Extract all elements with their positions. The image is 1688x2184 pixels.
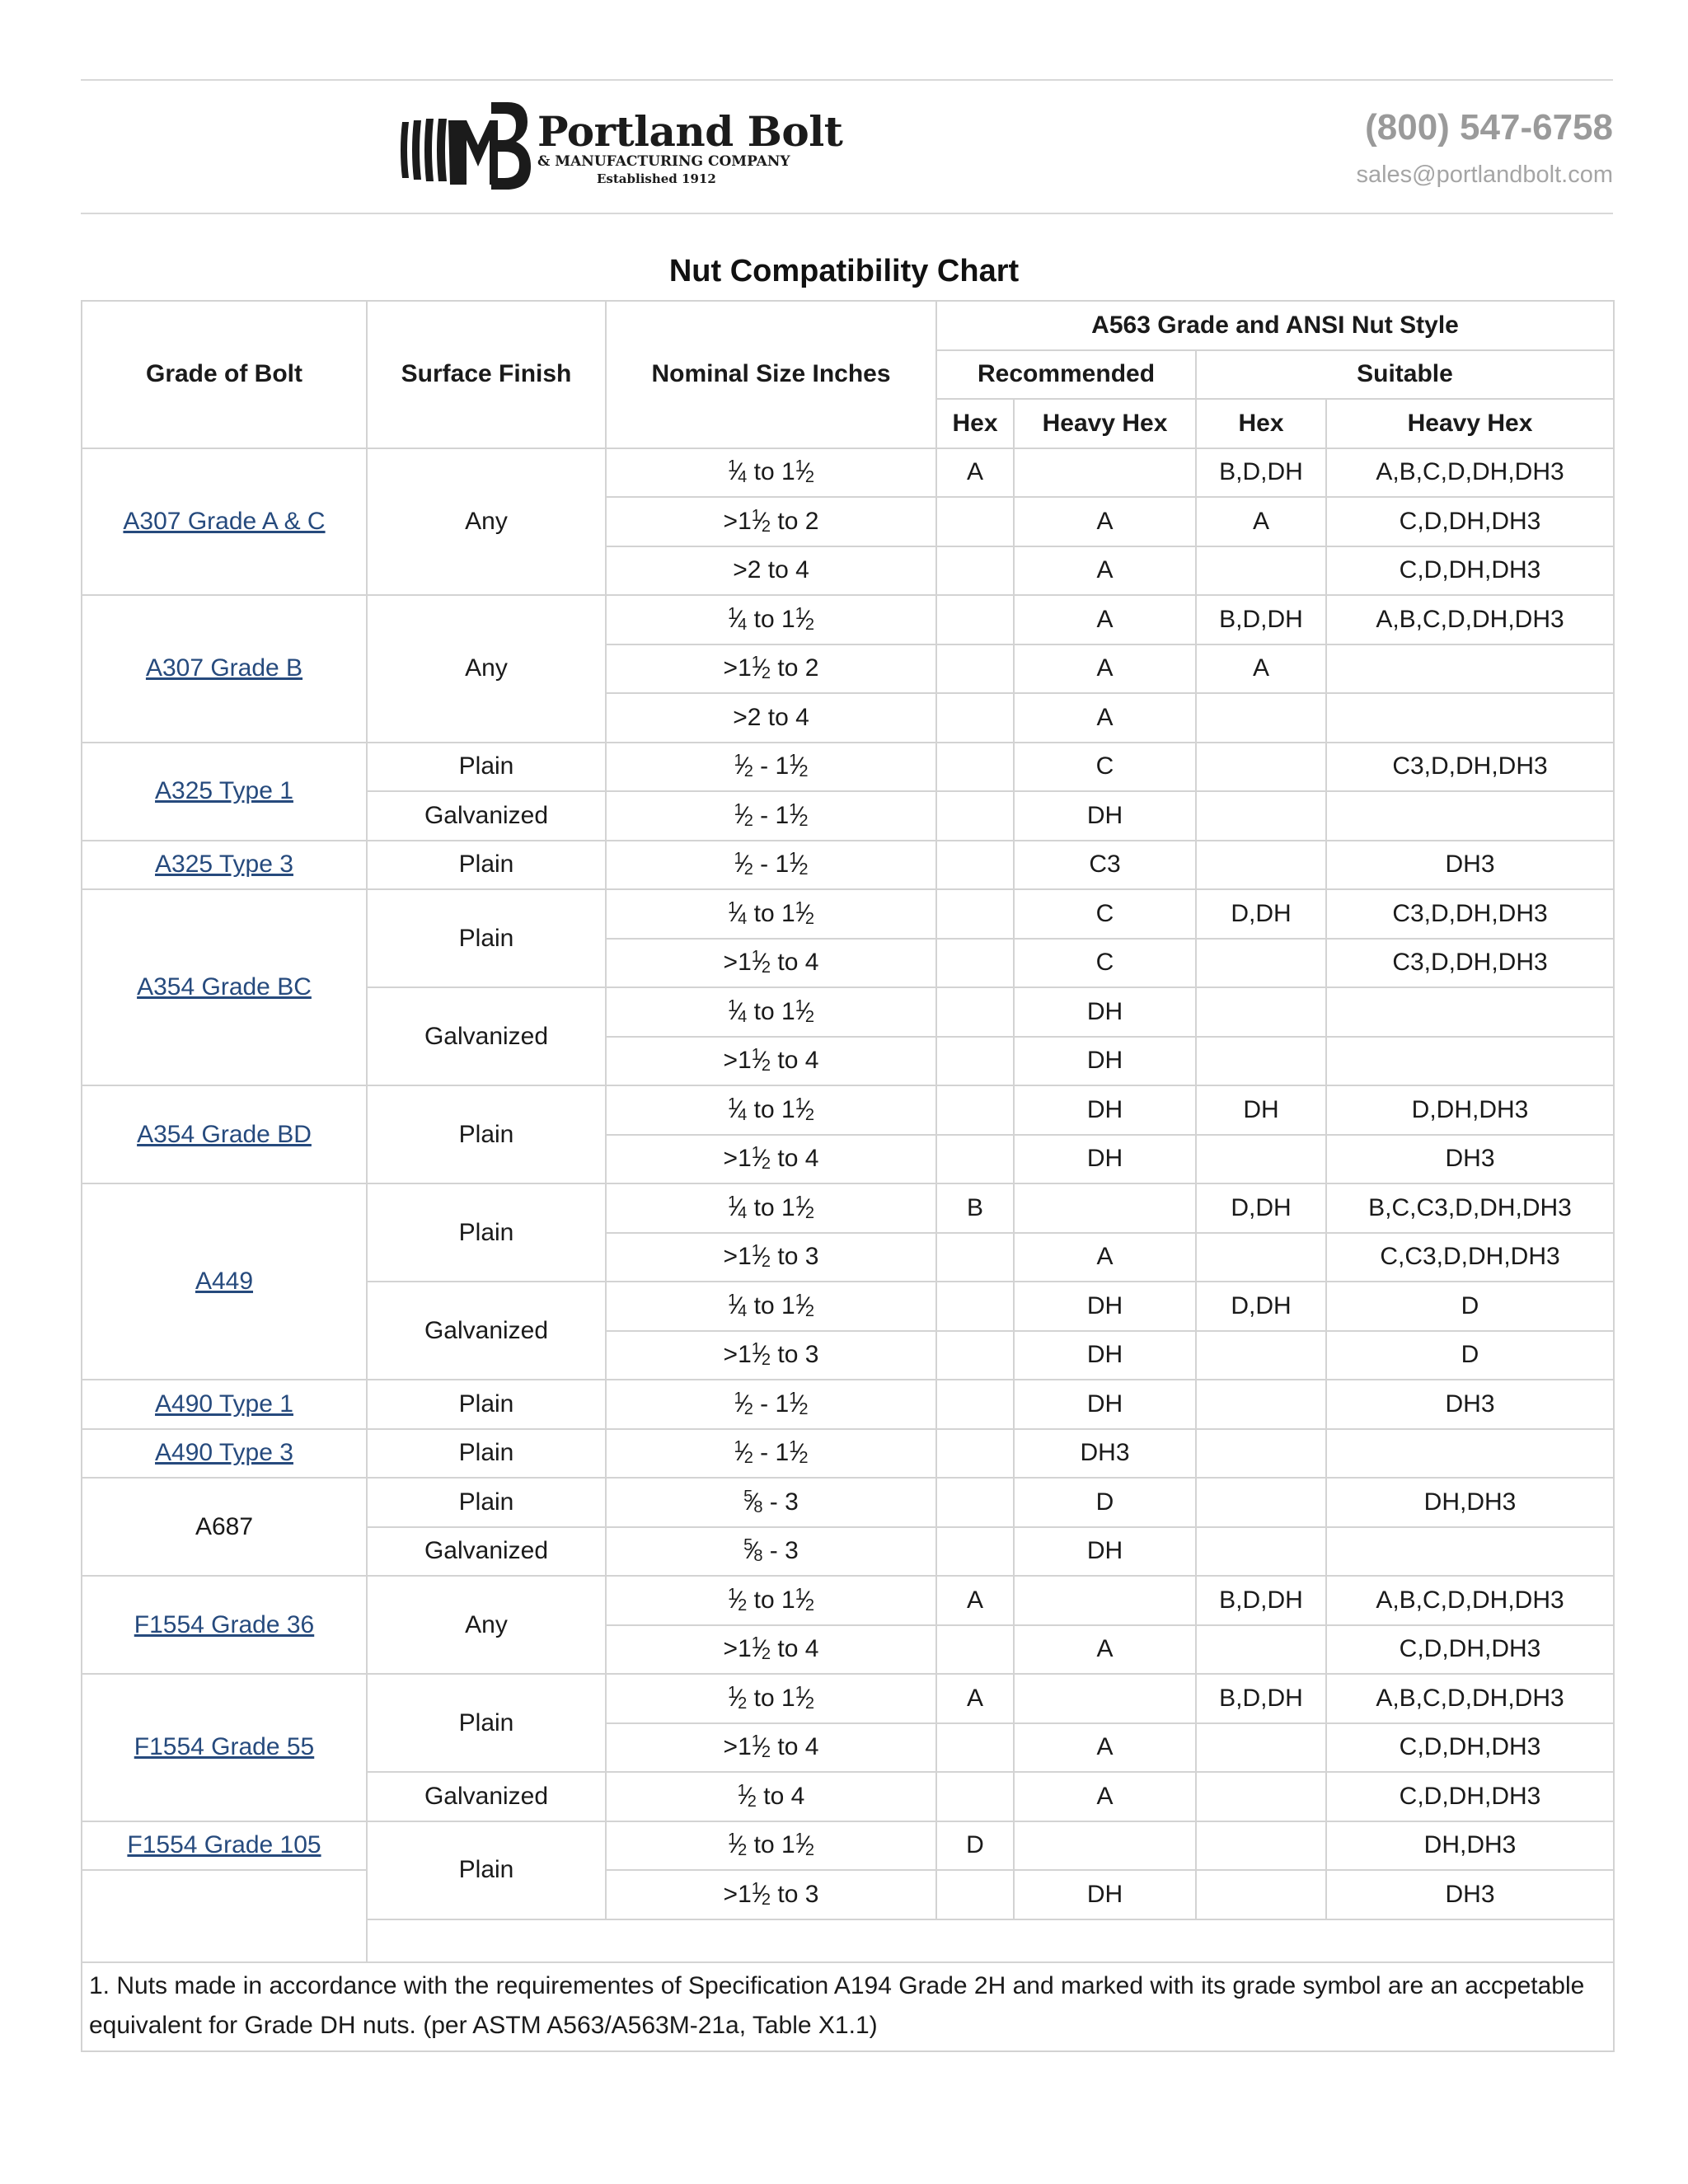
suitable-heavy-hex-cell [1326, 1429, 1614, 1479]
nominal-size-cell: $^1$⁄2 - $1^1⁄2$ [606, 743, 936, 792]
table-row [82, 1085, 1614, 1135]
surface-finish-cell: Galvanized [367, 791, 606, 841]
fraction-glyph: $^1$⁄2 [795, 1683, 814, 1713]
recommended-hex-cell [936, 1527, 1014, 1577]
recommended-heavy-hex-cell: A [1014, 595, 1196, 644]
recommended-hex-cell [936, 1037, 1014, 1086]
fraction-glyph: $^5$⁄8 [743, 1487, 763, 1516]
recommended-hex-cell: B [936, 1183, 1014, 1233]
recommended-heavy-hex-cell: A [1014, 1233, 1196, 1282]
suitable-hex-cell [1196, 987, 1326, 1037]
surface-finish-cell: Any [367, 448, 606, 596]
header-surface-finish: Surface Finish [367, 301, 606, 448]
suitable-heavy-hex-cell: DH3 [1326, 1870, 1614, 1919]
surface-finish-cell: Any [367, 1576, 606, 1674]
suitable-hex-cell [1196, 693, 1326, 743]
fraction-glyph: $^1$⁄2 [751, 948, 771, 977]
nominal-size-cell: $^1$⁄2 - $1^1⁄2$ [606, 841, 936, 890]
suitable-heavy-hex-cell: C,D,DH,DH3 [1326, 546, 1614, 596]
nominal-size-cell: $^1$⁄4 to $1^1⁄2$ [606, 448, 936, 498]
suitable-heavy-hex-cell: C3,D,DH,DH3 [1326, 939, 1614, 988]
recommended-heavy-hex-cell [1014, 1674, 1196, 1723]
nominal-size-cell: $^1$⁄4 to $1^1⁄2$ [606, 889, 936, 939]
recommended-heavy-hex-cell: DH [1014, 1870, 1196, 1919]
bolt-grade-cell[interactable]: A354 Grade BC [82, 889, 367, 1085]
surface-finish-cell: Plain [367, 889, 606, 987]
suitable-heavy-hex-cell: A,B,C,D,DH,DH3 [1326, 448, 1614, 498]
table-row [82, 841, 1614, 890]
fraction-glyph: $^1$⁄2 [751, 1340, 771, 1370]
recommended-heavy-hex-cell: A [1014, 497, 1196, 546]
nominal-size-cell: $^1$⁄4 to $1^1⁄2$ [606, 987, 936, 1037]
table-row [82, 1674, 1614, 1723]
nominal-size-cell: $^1$⁄2 - $1^1⁄2$ [606, 791, 936, 841]
bolt-grade-cell[interactable]: A307 Grade B [82, 595, 367, 743]
nominal-size-cell: $>1^1⁄2$ to 3 [606, 1870, 936, 1919]
fraction-glyph: $^1$⁄2 [795, 996, 814, 1026]
table-row [82, 595, 1614, 644]
surface-finish-cell: Galvanized [367, 1772, 606, 1821]
surface-finish-cell: Plain [367, 1085, 606, 1183]
surface-finish-cell: Any [367, 595, 606, 743]
suitable-hex-cell [1196, 939, 1326, 988]
recommended-heavy-hex-cell: A [1014, 1625, 1196, 1675]
suitable-heavy-hex-cell: DH3 [1326, 1380, 1614, 1429]
logo-established: Established 1912 [597, 171, 716, 186]
suitable-heavy-hex-cell: DH3 [1326, 841, 1614, 890]
recommended-hex-cell [936, 1233, 1014, 1282]
suitable-hex-cell [1196, 1037, 1326, 1086]
phone-number[interactable]: (800) 547-6758 [1365, 107, 1613, 148]
recommended-hex-cell [936, 987, 1014, 1037]
suitable-hex-cell: B,D,DH [1196, 1674, 1326, 1723]
bolt-grade-cell[interactable]: A325 Type 3 [82, 841, 367, 890]
fraction-glyph: $^1$⁄2 [728, 1830, 748, 1860]
bolt-grade-cell[interactable]: F1554 Grade 36 [82, 1576, 367, 1674]
recommended-heavy-hex-cell: DH [1014, 1037, 1196, 1086]
recommended-hex-cell [936, 693, 1014, 743]
recommended-heavy-hex-cell [1014, 1576, 1196, 1625]
suitable-heavy-hex-cell [1326, 1527, 1614, 1577]
fraction-glyph: $^1$⁄2 [795, 1291, 814, 1320]
header-recommended-hex: Hex [936, 399, 1014, 448]
suitable-heavy-hex-cell [1326, 693, 1614, 743]
surface-finish-cell: Galvanized [367, 1527, 606, 1577]
surface-finish-cell: Plain [367, 743, 606, 792]
suitable-hex-cell [1196, 1625, 1326, 1675]
recommended-heavy-hex-cell [1014, 1821, 1196, 1871]
fraction-glyph: $^1$⁄2 [751, 1879, 771, 1909]
suitable-heavy-hex-cell [1326, 987, 1614, 1037]
suitable-hex-cell [1196, 1478, 1326, 1527]
recommended-heavy-hex-cell [1014, 448, 1196, 498]
suitable-heavy-hex-cell: C,D,DH,DH3 [1326, 497, 1614, 546]
fraction-glyph: $^1$⁄2 [734, 1438, 753, 1468]
recommended-hex-cell [936, 1478, 1014, 1527]
fraction-glyph: $^1$⁄4 [728, 604, 748, 634]
header-grade-of-bolt: Grade of Bolt [82, 301, 367, 448]
recommended-hex-cell [936, 497, 1014, 546]
recommended-heavy-hex-cell: C [1014, 889, 1196, 939]
table-row [82, 1429, 1614, 1479]
fraction-glyph: $^1$⁄4 [728, 1094, 748, 1124]
suitable-hex-cell [1196, 1527, 1326, 1577]
suitable-heavy-hex-cell: C,D,DH,DH3 [1326, 1625, 1614, 1675]
suitable-hex-cell [1196, 1821, 1326, 1871]
suitable-heavy-hex-cell: C,D,DH,DH3 [1326, 1772, 1614, 1821]
recommended-hex-cell [936, 1772, 1014, 1821]
nominal-size-cell: >2 to 4 [606, 546, 936, 596]
suitable-heavy-hex-cell: D [1326, 1331, 1614, 1380]
surface-finish-cell: Plain [367, 1674, 606, 1772]
header-recommended-heavy-hex: Heavy Hex [1014, 399, 1196, 448]
portland-bolt-logo-icon [399, 97, 535, 201]
fraction-glyph: $^1$⁄2 [751, 506, 771, 536]
logo-subtitle: & MANUFACTURING COMPANY [537, 153, 790, 170]
fraction-glyph: $^1$⁄2 [751, 1046, 771, 1076]
fraction-glyph: $^1$⁄4 [728, 457, 748, 487]
nominal-size-cell: $^5$⁄8 - 3 [606, 1478, 936, 1527]
recommended-heavy-hex-cell: C3 [1014, 841, 1196, 890]
fraction-glyph: $^1$⁄2 [795, 1585, 814, 1615]
nominal-size-cell: $^1$⁄2 to $1^1⁄2$ [606, 1821, 936, 1871]
fraction-glyph: $^5$⁄8 [743, 1536, 763, 1566]
suitable-hex-cell [1196, 1233, 1326, 1282]
nominal-size-cell: $^1$⁄2 to $1^1⁄2$ [606, 1674, 936, 1723]
recommended-heavy-hex-cell: C [1014, 743, 1196, 792]
nut-compatibility-table [81, 300, 1615, 2052]
suitable-heavy-hex-cell: DH3 [1326, 1135, 1614, 1184]
nominal-size-cell: $>1^1⁄2$ to 4 [606, 939, 936, 988]
recommended-hex-cell [936, 939, 1014, 988]
bolt-grade-cell[interactable]: F1554 Grade 105 [82, 1821, 367, 1871]
table-row [82, 1183, 1614, 1233]
recommended-heavy-hex-cell [1014, 1183, 1196, 1233]
nominal-size-cell: $>1^1⁄2$ to 3 [606, 1233, 936, 1282]
nominal-size-cell: $>1^1⁄2$ to 2 [606, 644, 936, 694]
suitable-hex-cell: D,DH [1196, 1183, 1326, 1233]
suitable-hex-cell: B,D,DH [1196, 595, 1326, 644]
bolt-grade-cell[interactable]: A490 Type 1 [82, 1380, 367, 1429]
table-row [82, 1870, 1614, 1919]
recommended-hex-cell [936, 1723, 1014, 1773]
surface-finish-cell: Plain [367, 1821, 606, 1919]
recommended-hex-cell [936, 1282, 1014, 1331]
email-link[interactable]: sales@portlandbolt.com [1356, 162, 1613, 188]
header-bottom-rule [81, 213, 1613, 214]
fraction-glyph: $^1$⁄2 [789, 1438, 809, 1468]
nominal-size-cell: $^1$⁄2 - $1^1⁄2$ [606, 1429, 936, 1479]
fraction-glyph: $^1$⁄2 [795, 1094, 814, 1124]
fraction-glyph: $^1$⁄2 [734, 752, 753, 781]
nominal-size-cell: $>1^1⁄2$ to 4 [606, 1135, 936, 1184]
suitable-heavy-hex-cell [1326, 1037, 1614, 1086]
nominal-size-cell: $>1^1⁄2$ to 4 [606, 1723, 936, 1773]
suitable-hex-cell [1196, 1331, 1326, 1380]
suitable-heavy-hex-cell: DH,DH3 [1326, 1478, 1614, 1527]
suitable-hex-cell [1196, 1135, 1326, 1184]
header-suitable: Suitable [1196, 350, 1614, 400]
recommended-hex-cell [936, 1331, 1014, 1380]
recommended-hex-cell [936, 1380, 1014, 1429]
recommended-heavy-hex-cell: A [1014, 1772, 1196, 1821]
recommended-heavy-hex-cell: DH [1014, 1331, 1196, 1380]
bolt-grade-cell[interactable]: A354 Grade BD [82, 1085, 367, 1183]
header-top-rule [81, 79, 1613, 81]
surface-finish-cell: Plain [367, 1380, 606, 1429]
bolt-grade-cell [82, 1870, 367, 1962]
suitable-heavy-hex-cell: D,DH,DH3 [1326, 1085, 1614, 1135]
recommended-heavy-hex-cell: A [1014, 644, 1196, 694]
fraction-glyph: $^1$⁄2 [734, 800, 753, 830]
suitable-hex-cell: D,DH [1196, 1282, 1326, 1331]
footnote-text: 1. Nuts made in accordance with the requirementes of Specification A194 Grade 2H and marked with its grade symbol are an accpetable equivalent for Grade DH nuts. (per ASTM A563/A563M-21a, Table X1.1) [82, 1962, 1614, 2051]
recommended-hex-cell: A [936, 1576, 1014, 1625]
recommended-heavy-hex-cell: DH [1014, 1380, 1196, 1429]
fraction-glyph: $^1$⁄2 [789, 850, 809, 879]
suitable-hex-cell [1196, 546, 1326, 596]
suitable-heavy-hex-cell: C,D,DH,DH3 [1326, 1723, 1614, 1773]
nominal-size-cell: $>1^1⁄2$ to 4 [606, 1037, 936, 1086]
suitable-heavy-hex-cell: C3,D,DH,DH3 [1326, 743, 1614, 792]
table-body [82, 448, 1614, 2051]
nominal-size-cell: $>1^1⁄2$ to 4 [606, 1625, 936, 1675]
recommended-heavy-hex-cell: D [1014, 1478, 1196, 1527]
header-suitable-hex: Hex [1196, 399, 1326, 448]
recommended-hex-cell [936, 1429, 1014, 1479]
recommended-heavy-hex-cell: DH [1014, 1135, 1196, 1184]
bolt-grade-cell[interactable]: F1554 Grade 55 [82, 1674, 367, 1821]
fraction-glyph: $^1$⁄2 [728, 1683, 748, 1713]
recommended-hex-cell [936, 889, 1014, 939]
suitable-heavy-hex-cell: B,C,C3,D,DH,DH3 [1326, 1183, 1614, 1233]
nominal-size-cell: >2 to 4 [606, 693, 936, 743]
recommended-heavy-hex-cell: DH [1014, 987, 1196, 1037]
fraction-glyph: $^1$⁄2 [734, 850, 753, 879]
logo-wordmark: Portland Bolt [537, 107, 843, 156]
table-row [82, 743, 1614, 792]
nominal-size-cell: $^1$⁄4 to $1^1⁄2$ [606, 1183, 936, 1233]
fraction-glyph: $^1$⁄2 [795, 1193, 814, 1222]
fraction-glyph: $^1$⁄2 [789, 1389, 809, 1418]
recommended-heavy-hex-cell: A [1014, 693, 1196, 743]
footnote-row [82, 1962, 1614, 2051]
recommended-hex-cell [936, 595, 1014, 644]
fraction-glyph: $^1$⁄4 [728, 1291, 748, 1320]
table-row [82, 448, 1614, 498]
table-row [82, 1478, 1614, 1527]
suitable-heavy-hex-cell: C,C3,D,DH,DH3 [1326, 1233, 1614, 1282]
fraction-glyph: $^1$⁄2 [795, 898, 814, 928]
surface-finish-cell: Galvanized [367, 987, 606, 1085]
bolt-grade-cell[interactable]: A449 [82, 1183, 367, 1380]
blank-spacer-cell [367, 1919, 1614, 1962]
fraction-glyph: $^1$⁄2 [795, 457, 814, 487]
fraction-glyph: $^1$⁄2 [751, 654, 771, 683]
recommended-hex-cell [936, 1625, 1014, 1675]
recommended-heavy-hex-cell: C [1014, 939, 1196, 988]
fraction-glyph: $^1$⁄2 [751, 1732, 771, 1762]
fraction-glyph: $^1$⁄2 [751, 1634, 771, 1664]
surface-finish-cell: Plain [367, 1478, 606, 1527]
suitable-hex-cell: B,D,DH [1196, 1576, 1326, 1625]
nominal-size-cell: $^1$⁄4 to $1^1⁄2$ [606, 595, 936, 644]
suitable-heavy-hex-cell: D [1326, 1282, 1614, 1331]
recommended-hex-cell: A [936, 1674, 1014, 1723]
nominal-size-cell: $^1$⁄2 - $1^1⁄2$ [606, 1380, 936, 1429]
suitable-hex-cell [1196, 1380, 1326, 1429]
suitable-hex-cell: A [1196, 497, 1326, 546]
recommended-hex-cell [936, 743, 1014, 792]
surface-finish-cell: Plain [367, 1429, 606, 1479]
suitable-heavy-hex-cell: A,B,C,D,DH,DH3 [1326, 1674, 1614, 1723]
nominal-size-cell: $^1$⁄2 to 4 [606, 1772, 936, 1821]
recommended-hex-cell [936, 1870, 1014, 1919]
suitable-hex-cell: A [1196, 644, 1326, 694]
bolt-grade-cell[interactable]: A325 Type 1 [82, 743, 367, 841]
fraction-glyph: $^1$⁄2 [728, 1585, 748, 1615]
suitable-heavy-hex-cell: C3,D,DH,DH3 [1326, 889, 1614, 939]
bolt-grade-cell[interactable]: A307 Grade A & C [82, 448, 367, 596]
suitable-hex-cell [1196, 1429, 1326, 1479]
recommended-hex-cell [936, 1135, 1014, 1184]
recommended-hex-cell [936, 841, 1014, 890]
fraction-glyph: $^1$⁄4 [728, 898, 748, 928]
fraction-glyph: $^1$⁄4 [728, 996, 748, 1026]
suitable-hex-cell [1196, 1772, 1326, 1821]
suitable-hex-cell: D,DH [1196, 889, 1326, 939]
fraction-glyph: $^1$⁄2 [734, 1389, 753, 1418]
fraction-glyph: $^1$⁄4 [728, 1193, 748, 1222]
suitable-heavy-hex-cell [1326, 791, 1614, 841]
nominal-size-cell: $>1^1⁄2$ to 3 [606, 1331, 936, 1380]
table-row [82, 889, 1614, 939]
fraction-glyph: $^1$⁄2 [795, 604, 814, 634]
chart-title: Nut Compatibility Chart [668, 254, 1020, 288]
header-nominal-size: Nominal Size Inches [606, 301, 936, 448]
recommended-hex-cell: D [936, 1821, 1014, 1871]
recommended-hex-cell [936, 644, 1014, 694]
recommended-heavy-hex-cell: A [1014, 1723, 1196, 1773]
fraction-glyph: $^1$⁄2 [751, 1242, 771, 1272]
bolt-grade-cell: A687 [82, 1478, 367, 1576]
header-recommended: Recommended [936, 350, 1196, 400]
table-row [82, 1576, 1614, 1625]
suitable-hex-cell [1196, 791, 1326, 841]
table-row [82, 1821, 1614, 1871]
fraction-glyph: $^1$⁄2 [789, 800, 809, 830]
suitable-hex-cell [1196, 743, 1326, 792]
recommended-heavy-hex-cell: A [1014, 546, 1196, 596]
table-row [82, 1380, 1614, 1429]
suitable-heavy-hex-cell: DH,DH3 [1326, 1821, 1614, 1871]
recommended-hex-cell [936, 1085, 1014, 1135]
surface-finish-cell: Galvanized [367, 1282, 606, 1380]
recommended-heavy-hex-cell: DH [1014, 1527, 1196, 1577]
recommended-heavy-hex-cell: DH [1014, 1282, 1196, 1331]
header-suitable-heavy-hex: Heavy Hex [1326, 399, 1614, 448]
bolt-grade-cell[interactable]: A490 Type 3 [82, 1429, 367, 1479]
recommended-heavy-hex-cell: DH [1014, 1085, 1196, 1135]
recommended-hex-cell: A [936, 448, 1014, 498]
suitable-hex-cell: B,D,DH [1196, 448, 1326, 498]
suitable-hex-cell: DH [1196, 1085, 1326, 1135]
suitable-hex-cell [1196, 841, 1326, 890]
fraction-glyph: $^1$⁄2 [789, 752, 809, 781]
fraction-glyph: $^1$⁄2 [795, 1830, 814, 1860]
company-logo[interactable] [399, 97, 843, 201]
header-a563-group: A563 Grade and ANSI Nut Style [936, 301, 1614, 350]
suitable-hex-cell [1196, 1870, 1326, 1919]
recommended-hex-cell [936, 791, 1014, 841]
surface-finish-cell: Plain [367, 1183, 606, 1282]
suitable-heavy-hex-cell: A,B,C,D,DH,DH3 [1326, 1576, 1614, 1625]
fraction-glyph: $^1$⁄2 [751, 1144, 771, 1174]
fraction-glyph: $^1$⁄2 [737, 1781, 757, 1811]
table-header [82, 301, 1614, 448]
recommended-heavy-hex-cell: DH3 [1014, 1429, 1196, 1479]
recommended-heavy-hex-cell: DH [1014, 791, 1196, 841]
suitable-heavy-hex-cell: A,B,C,D,DH,DH3 [1326, 595, 1614, 644]
suitable-hex-cell [1196, 1723, 1326, 1773]
nominal-size-cell: $^1$⁄4 to $1^1⁄2$ [606, 1282, 936, 1331]
surface-finish-cell: Plain [367, 841, 606, 890]
suitable-heavy-hex-cell [1326, 644, 1614, 694]
recommended-hex-cell [936, 546, 1014, 596]
nominal-size-cell: $^1$⁄2 to $1^1⁄2$ [606, 1576, 936, 1625]
nominal-size-cell: $^5$⁄8 - 3 [606, 1527, 936, 1577]
nominal-size-cell: $^1$⁄4 to $1^1⁄2$ [606, 1085, 936, 1135]
nominal-size-cell: $>1^1⁄2$ to 2 [606, 497, 936, 546]
